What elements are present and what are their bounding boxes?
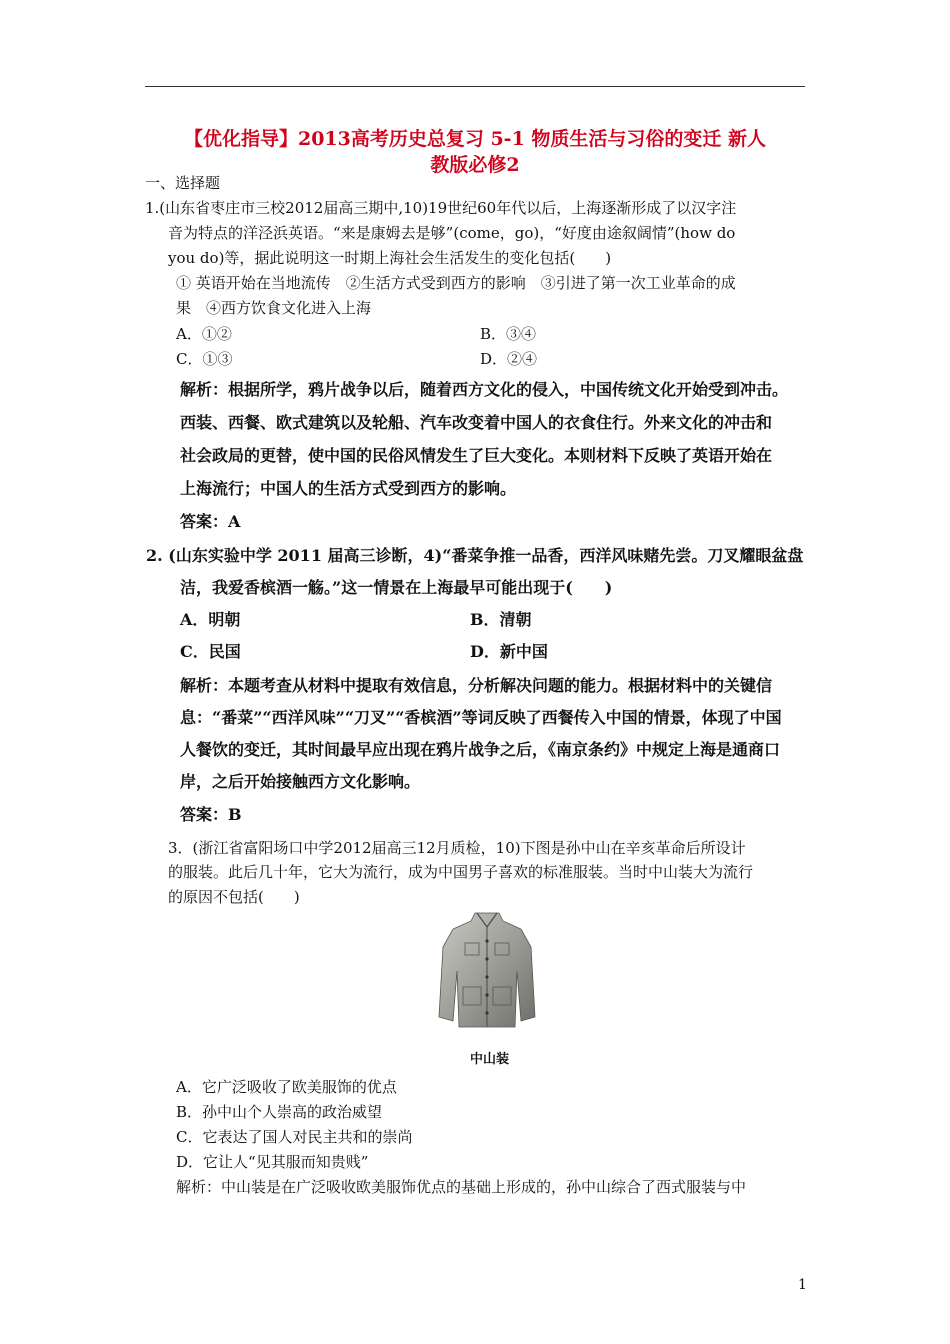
q3-stem-line-3: 的原因不包括( )	[168, 888, 300, 906]
q1-options-line-1: ① 英语开始在当地流传 ②生活方式受到西方的影响 ③引进了第一次工业革命的成	[176, 274, 736, 292]
q3-stem-line-2: 的服装。此后几十年，它大为流行，成为中国男子喜欢的标准服装。当时中山装大为流行	[168, 863, 754, 881]
q2-analysis-line-4: 岸，之后开始接触西方文化影响。	[180, 772, 421, 791]
q1-choice-a: A．①②	[176, 325, 232, 343]
q1-answer: 答案：A	[180, 512, 241, 531]
section-heading: 一、选择题	[145, 174, 221, 192]
title-line-2: 教版必修2	[430, 154, 520, 176]
q2-analysis-line-2: 息：“番菜”“西洋风味”“刀叉”“香槟酒”等词反映了西餐传入中国的情景，体现了中国	[180, 708, 782, 727]
q3-choice-a: A．它广泛吸收了欧美服饰的优点	[176, 1078, 397, 1096]
q1-choice-c: C．①③	[176, 350, 233, 368]
q2-choice-c: C．民国	[180, 642, 241, 661]
q1-stem-line-1: 1.(山东省枣庄市三校2012届高三期中,10)19世纪60年代以后，上海逐渐形成了以汉字注	[145, 199, 737, 217]
q3-analysis-line-1: 解析：中山装是在广泛吸收欧美服饰优点的基础上形成的，孙中山综合了西式服装与中	[176, 1178, 747, 1196]
header-rule	[145, 86, 805, 87]
q1-choice-d: D．②④	[480, 350, 538, 368]
q1-analysis-line-3: 社会政局的更替，使中国的民俗风情发生了巨大变化。本则材料下反映了英语开始在	[180, 446, 773, 465]
title-line-1: 【优化指导】2013高考历史总复习 5-1 物质生活与习俗的变迁 新人	[183, 128, 767, 150]
q1-choice-b: B．③④	[480, 325, 537, 343]
q1-analysis-line-1: 解析：根据所学，鸦片战争以后，随着西方文化的侵入，中国传统文化开始受到冲击。	[180, 380, 789, 399]
q2-stem-line-2: 洁，我爱香槟酒一觞。”这一情景在上海最早可能出现于( )	[180, 578, 613, 597]
figure-caption: 中山装	[470, 1052, 510, 1067]
q2-analysis-line-3: 人餐饮的变迁，其时间最早应出现在鸦片战争之后，《南京条约》中规定上海是通商口	[180, 740, 781, 759]
q3-choice-b: B．孙中山个人崇高的政治威望	[176, 1103, 383, 1121]
document-title	[145, 126, 805, 178]
q2-answer: 答案：B	[180, 805, 242, 824]
q2-choice-b: B．清朝	[470, 610, 532, 629]
q3-choice-c: C．它表达了国人对民主共和的崇尚	[176, 1128, 413, 1146]
q1-stem-line-2: 音为特点的洋泾浜英语。“来是康姆去是够”(come，go)，“好度由途叙阔情”(how do	[168, 224, 736, 242]
q2-choice-d: D．新中国	[470, 642, 548, 661]
q2-analysis-line-1: 解析：本题考查从材料中提取有效信息，分析解决问题的能力。根据材料中的关键信	[180, 676, 773, 695]
q1-analysis-line-2: 西装、西餐、欧式建筑以及轮船、汽车改变着中国人的衣食住行。外来文化的冲击和	[180, 413, 773, 432]
q3-stem-line-1: 3．(浙江省富阳场口中学2012届高三12月质检，10)下图是孙中山在辛亥革命后所设计	[168, 839, 746, 857]
q1-analysis-line-4: 上海流行；中国人的生活方式受到西方的影响。	[180, 479, 517, 498]
zhongshan-suit-image	[437, 907, 537, 1029]
q1-options-line-2: 果 ④西方饮食文化进入上海	[176, 299, 372, 317]
q1-stem-line-3: you do)等，据此说明这一时期上海社会生活发生的变化包括( )	[168, 249, 612, 267]
q2-stem-line-1: 2. (山东实验中学 2011 届高三诊断，4)“番菜争推一品香，西洋风味赌先尝。刀叉耀眼盆盘	[146, 546, 804, 565]
page-number: 1	[798, 1277, 807, 1293]
q3-choice-d: D．它让人“见其服而知贵贱”	[176, 1153, 369, 1171]
q2-choice-a: A．明朝	[180, 610, 241, 629]
